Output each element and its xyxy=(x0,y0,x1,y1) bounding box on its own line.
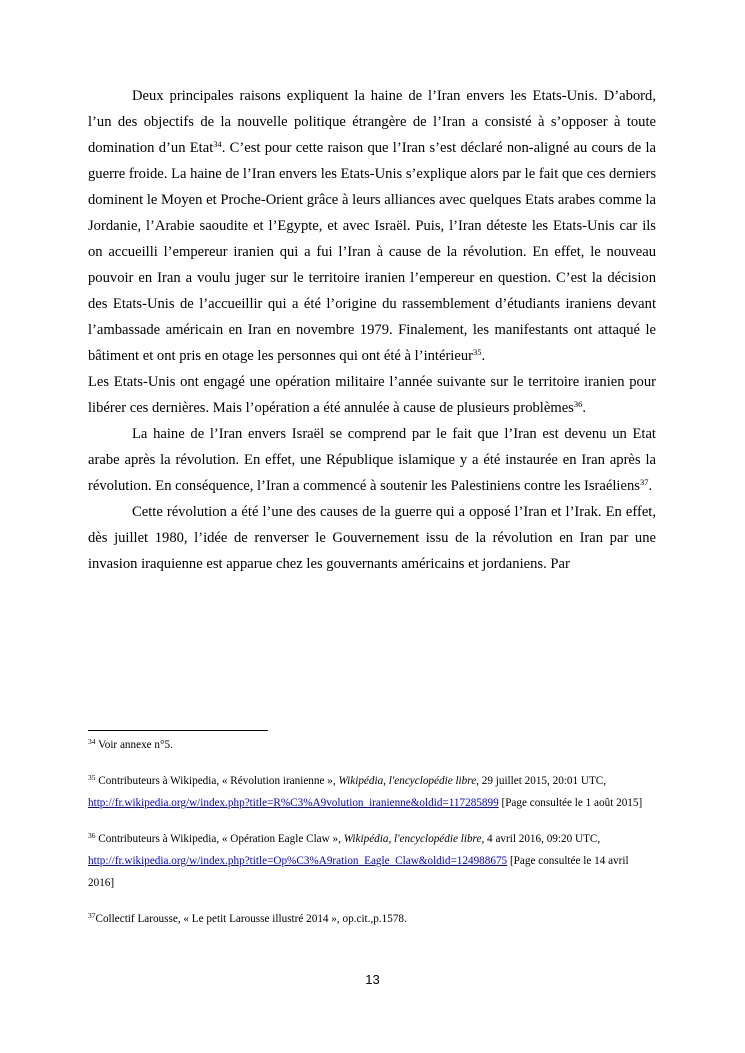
paragraph-3-end: . xyxy=(648,478,653,494)
footnote-source-title: Wikipédia, l'encyclopédie libre, xyxy=(338,775,479,787)
paragraph-2-text: Les Etats-Unis ont engagé une opération militaire l’année suivante sur le territoire iranien pour libérer ces dernières. Mais l’opération a été annulée à cause de plusieurs problèmes xyxy=(88,374,656,416)
paragraph-1-text-b: . C’est pour cette raison que l’Iran s’est déclaré non-aligné au cours de la guerre froide. La haine de l’Iran envers les Etats-Unis s’explique alors par le fait que ces derniers dominent le Moyen et Proche-Orient grâce à leurs alliances avec quelques Etats arabes comme la Jordanie, l’Arabie saoudite et l’Egypte, et avec Israël. Puis, l’Iran déteste les Etats-Unis car ils on accueilli l’empereur iranien qui a fui l’Iran à cause de la révolution. En effet, le nouveau pouvoir en Iran a voulu juger sur le territoire iranien l’empereur en question. C’est la décision des Etats-Unis de l’accueillir qui a été l’origine du rassemblement d’étudiants iraniens devant l’ambassade américain en Iran en novembre 1979. Finalement, les manifestants ont attaqué le bâtiment et ont pris en otage les personnes qui ont été à l’intérieur xyxy=(88,140,656,364)
footnote-consulted: [Page consultée le 14 avril 2016] xyxy=(88,855,629,889)
paragraph-4-text: Cette révolution a été l’une des causes de la guerre qui a opposé l’Iran et l’Irak. En effet, dès juillet 1980, l’idée de renverser le Gouvernement issu de la révolution en Iran par une invasion iraquienne est apparue chez les gouvernants américains et jordaniens. Par xyxy=(88,504,656,572)
footnote-34 xyxy=(88,734,656,756)
paragraph-3 xyxy=(88,421,656,499)
footnote-text: Contributeurs à Wikipedia, « Révolution iranienne », xyxy=(95,775,339,787)
paragraph-1-end: . xyxy=(481,348,486,364)
footnote-text: Voir annexe n°5. xyxy=(95,739,173,751)
footnote-text: Contributeurs à Wikipedia, « Opération Eagle Claw », xyxy=(95,833,344,845)
footnote-number: 35 xyxy=(88,773,96,782)
footnote-link[interactable]: http://fr.wikipedia.org/w/index.php?title=Op%C3%A9ration_Eagle_Claw&oldid=124988675 xyxy=(88,855,508,867)
footnote-ref-37[interactable]: 37 xyxy=(639,477,649,487)
footnote-date: 29 juillet 2015, 20:01 UTC, xyxy=(478,775,607,787)
page-number: 13 xyxy=(365,972,380,987)
footnote-source-title: Wikipédia, l'encyclopédie libre, xyxy=(343,833,485,845)
footnote-number: 34 xyxy=(88,737,96,746)
footnote-37 xyxy=(88,908,656,930)
footnote-ref-36[interactable]: 36 xyxy=(573,399,583,409)
footnote-separator xyxy=(88,730,268,731)
paragraph-1 xyxy=(88,83,656,369)
footnotes xyxy=(88,734,656,944)
footnote-number: 37 xyxy=(88,911,96,920)
footnote-ref-35[interactable]: 35 xyxy=(473,347,482,357)
paragraph-3-text: La haine de l’Iran envers Israël se comprend par le fait que l’Iran est devenu un Etat arabe après la révolution. En effet, une République islamique y a été instaurée en Iran après la révolution. En conséquence, l’Iran a commencé à soutenir les Palestiniens contre les Israéliens xyxy=(88,426,656,494)
footnote-date: 4 avril 2016, 09:20 UTC, xyxy=(484,833,601,845)
paragraph-4 xyxy=(88,499,656,577)
footnote-ref-34[interactable]: 34 xyxy=(213,139,222,149)
footnote-36 xyxy=(88,828,656,894)
body-text xyxy=(88,83,656,577)
footnote-consulted: [Page consultée le 1 août 2015] xyxy=(498,797,643,809)
footnote-number: 36 xyxy=(88,831,96,840)
paragraph-1-text-a: Deux principales raisons expliquent la haine de l’Iran envers les Etats-Unis. D’abord, l’un des objectifs de la nouvelle politique étrangère de l’Iran a consisté à s’opposer à toute domination d’un Etat xyxy=(88,88,656,156)
footnote-text: Collectif Larousse, « Le petit Larousse illustré 2014 », op.cit.,p.1578. xyxy=(95,913,407,925)
footnote-35 xyxy=(88,770,656,814)
paragraph-2-end: . xyxy=(582,400,587,416)
footnote-link[interactable]: http://fr.wikipedia.org/w/index.php?title=R%C3%A9volution_iranienne&oldid=117285899 xyxy=(88,797,499,809)
paragraph-2 xyxy=(88,369,656,421)
